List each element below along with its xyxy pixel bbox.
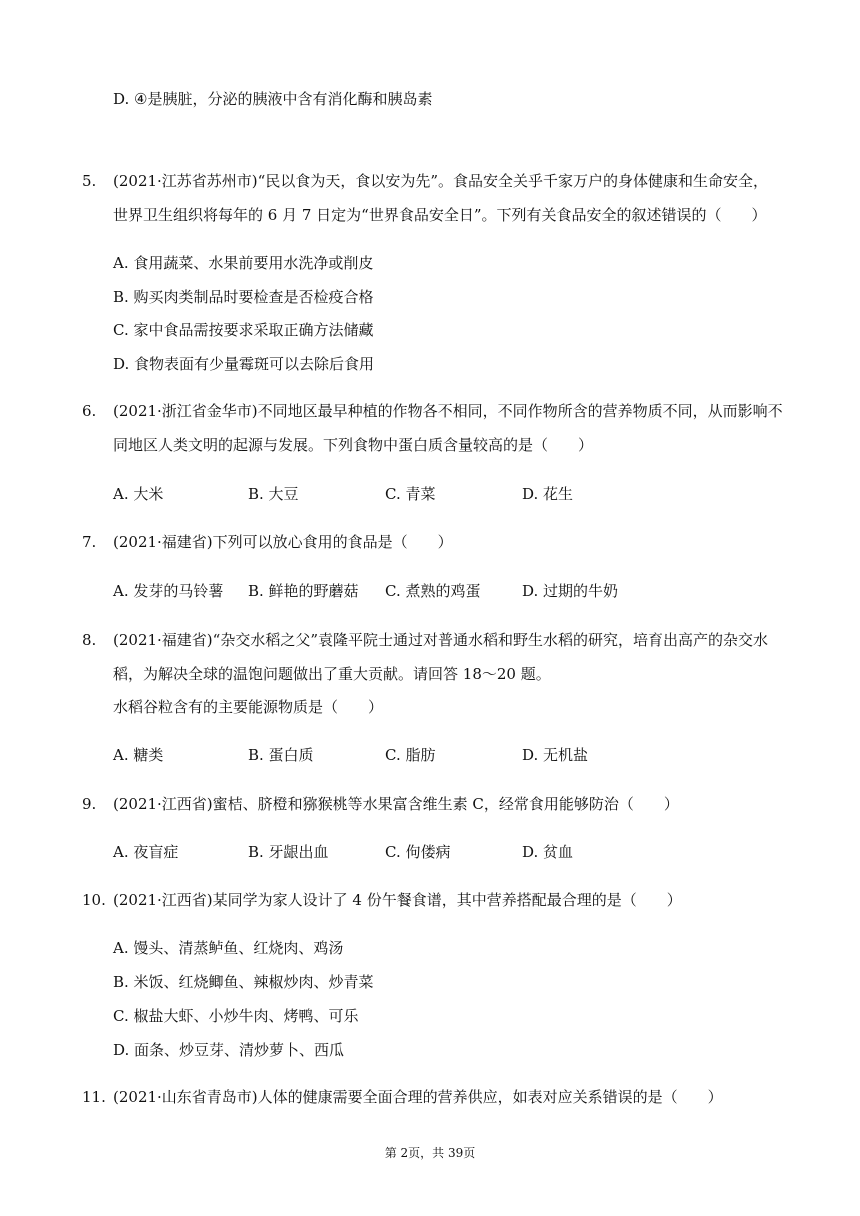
option: C. 家中食品需按要求采取正确方法储藏 (113, 321, 374, 339)
option: D. 花生 (522, 485, 574, 503)
question-number: 10. (82, 891, 106, 909)
question-text: (2021·江西省)某同学为家人设计了 4 份午餐食谱，其中营养搭配最合理的是（ ） (113, 891, 682, 909)
option: A. 馒头、清蒸鲈鱼、红烧肉、鸡汤 (113, 939, 344, 957)
option: D. 食物表面有少量霉斑可以去除后食用 (113, 355, 375, 373)
question-text: (2021·福建省)“杂交水稻之父”袁隆平院士通过对普通水稻和野生水稻的研究，培育出高产的杂交水 (113, 631, 768, 649)
question-number: 8. (82, 631, 97, 649)
option: D. 过期的牛奶 (522, 582, 619, 600)
question-number: 6. (82, 402, 97, 420)
page-footer: 第 2页，共 39页 (384, 1146, 476, 1160)
option: A. 发芽的马铃薯 (113, 582, 224, 600)
question-text: 水稻谷粒含有的主要能源物质是（ ） (113, 698, 384, 716)
option: D. 贫血 (522, 843, 574, 861)
option: B. 购买肉类制品时要检查是否检疫合格 (113, 288, 374, 306)
question-number: 11. (82, 1088, 106, 1106)
option: C. 煮熟的鸡蛋 (385, 582, 481, 600)
question-text: (2021·福建省)下列可以放心食用的食品是（ ） (113, 533, 453, 551)
question-number: 5. (82, 172, 97, 190)
q4-option-d: D. ④是胰脏，分泌的胰液中含有消化酶和胰岛素 (113, 90, 433, 108)
option: B. 牙龈出血 (248, 843, 329, 861)
option: D. 面条、炒豆芽、清炒萝卜、西瓜 (113, 1041, 345, 1059)
option: B. 米饭、红烧鲫鱼、辣椒炒肉、炒青菜 (113, 973, 374, 991)
option: A. 夜盲症 (113, 843, 179, 861)
option: A. 食用蔬菜、水果前要用水洗净或削皮 (113, 254, 374, 272)
option: B. 大豆 (248, 485, 299, 503)
option: D. 无机盐 (522, 746, 589, 764)
question-text: 世界卫生组织将每年的 6 月 7 日定为“世界食品安全日”。下列有关食品安全的叙述错误的（ ） (113, 206, 767, 224)
option: C. 脂肪 (385, 746, 436, 764)
option: A. 大米 (113, 485, 164, 503)
question-text: (2021·浙江省金华市)不同地区最早种植的作物各不相同，不同作物所含的营养物质不同，从而影响不 (113, 402, 783, 420)
option: C. 青菜 (385, 485, 436, 503)
option: C. 佝偻病 (385, 843, 451, 861)
option: C. 椒盐大虾、小炒牛肉、烤鸭、可乐 (113, 1007, 359, 1025)
question-text: 同地区人类文明的起源与发展。下列食物中蛋白质含量较高的是（ ） (113, 436, 594, 454)
question-text: (2021·江苏省苏州市)“民以食为天，食以安为先”。食品安全关乎千家万户的身体健康和生命安全， (113, 172, 768, 190)
option: A. 糖类 (113, 746, 164, 764)
question-text: (2021·山东省青岛市)人体的健康需要全面合理的营养供应，如表对应关系错误的是（ ） (113, 1088, 723, 1106)
question-number: 9. (82, 795, 97, 813)
option: B. 鲜艳的野蘑菇 (248, 582, 359, 600)
option: B. 蛋白质 (248, 746, 314, 764)
question-text: 稻，为解决全球的温饱问题做出了重大贡献。请回答 18～20 题。 (113, 665, 551, 683)
question-text: (2021·江西省)蜜桔、脐橙和猕猴桃等水果富含维生素 C，经常食用能够防治（ ） (113, 795, 679, 813)
question-number: 7. (82, 533, 97, 551)
